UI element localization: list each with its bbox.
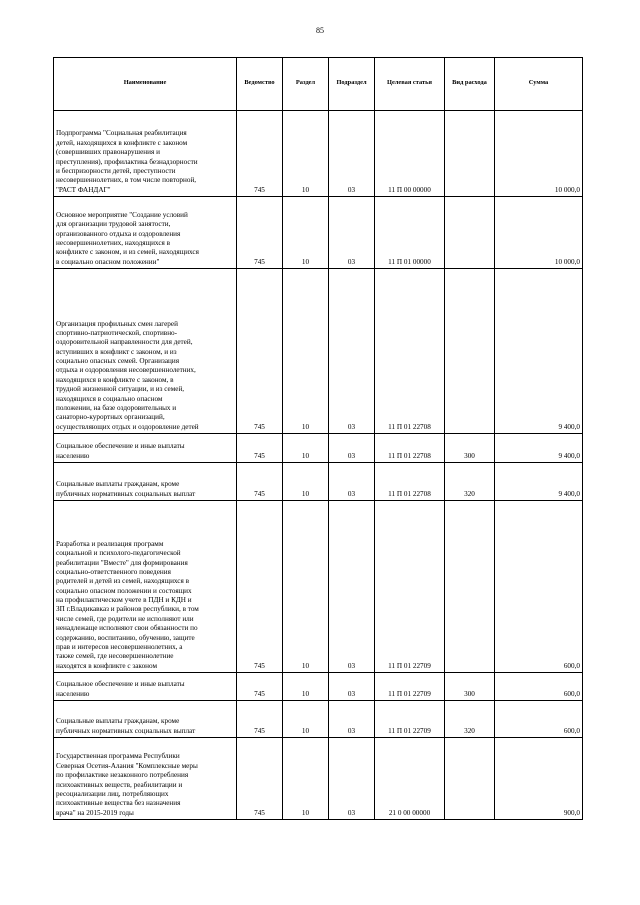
row-sum: 600,0: [495, 701, 583, 738]
row-subsection: 03: [329, 111, 375, 197]
row-target: 11 П 01 22709: [375, 501, 445, 673]
table-row: [54, 111, 583, 197]
table-row: [54, 738, 583, 820]
row-subsection: 03: [329, 434, 375, 463]
header-target: Целевая статья: [375, 58, 445, 111]
table-row: [54, 463, 583, 501]
row-target: 11 П 01 00000: [375, 197, 445, 269]
row-kind: [445, 501, 495, 673]
row-dept: 745: [237, 434, 283, 463]
row-name: Социальное обеспечение и иные выплаты населению: [54, 434, 237, 463]
table-header-row: [54, 58, 583, 111]
row-kind: 320: [445, 701, 495, 738]
row-section: 10: [283, 738, 329, 820]
row-section: 10: [283, 701, 329, 738]
row-subsection: 03: [329, 673, 375, 701]
header-name: Наименование: [54, 58, 237, 111]
row-kind: 300: [445, 673, 495, 701]
row-kind: [445, 738, 495, 820]
row-kind: [445, 269, 495, 434]
row-dept: 745: [237, 701, 283, 738]
row-sum: 900,0: [495, 738, 583, 820]
row-name: Социальные выплаты гражданам, кроме публичных нормативных социальных выплат: [54, 463, 237, 501]
row-section: 10: [283, 501, 329, 673]
row-dept: 745: [237, 501, 283, 673]
row-sum: 600,0: [495, 673, 583, 701]
table-row: [54, 269, 583, 434]
row-name: Основное мероприятие "Создание условий для организации трудовой занятости, организованного отдыха и оздоровления несовершеннолетних, находящихся в конфликте с законом, и из семей, находящихся в социально опасном положении": [54, 197, 237, 269]
row-name: Социальные выплаты гражданам, кроме публичных нормативных социальных выплат: [54, 701, 237, 738]
row-kind: [445, 111, 495, 197]
header-sum: Сумма: [495, 58, 583, 111]
row-dept: 745: [237, 197, 283, 269]
row-sum: 9 400,0: [495, 434, 583, 463]
row-target: 21 0 00 00000: [375, 738, 445, 820]
header-section: Раздел: [283, 58, 329, 111]
row-dept: 745: [237, 269, 283, 434]
header-subsection: Подраздел: [329, 58, 375, 111]
row-section: 10: [283, 434, 329, 463]
row-subsection: 03: [329, 701, 375, 738]
row-sum: 10 000,0: [495, 197, 583, 269]
budget-table: [53, 57, 583, 820]
row-target: 11 П 01 22709: [375, 673, 445, 701]
row-sum: 9 400,0: [495, 269, 583, 434]
row-kind: 300: [445, 434, 495, 463]
row-name: Подпрограмма "Социальная реабилитация детей, находящихся в конфликте с законом (совершивших правонарушения и преступления), профилактика безнадзорности и беспризорности детей, преступности несовершеннолетних, в том числе повторной, "РАСТ ФАНДАГ": [54, 111, 237, 197]
row-subsection: 03: [329, 463, 375, 501]
row-kind: [445, 197, 495, 269]
row-name: Социальное обеспечение и иные выплаты населению: [54, 673, 237, 701]
row-section: 10: [283, 463, 329, 501]
row-subsection: 03: [329, 738, 375, 820]
row-dept: 745: [237, 673, 283, 701]
row-subsection: 03: [329, 269, 375, 434]
row-sum: 10 000,0: [495, 111, 583, 197]
row-section: 10: [283, 111, 329, 197]
row-section: 10: [283, 673, 329, 701]
row-name: Организация профильных смен лагерей спортивно-патриотической, спортивно- оздоровительной направленности для детей, вступивших в конфликт с законом, и из социально опасных семей. Организация отдыха и оздоровления несовершеннолетних, находящихся в конфликте с законом, в трудной жизненной ситуации, и из семей, находящихся в социально опасном положении, на базе оздоровительных и санаторно-курортных организаций, осуществляющих отдых и оздоровление детей: [54, 269, 237, 434]
table-row: [54, 673, 583, 701]
row-target: 11 П 01 22708: [375, 463, 445, 501]
row-sum: 600,0: [495, 501, 583, 673]
row-target: 11 П 01 22709: [375, 701, 445, 738]
row-subsection: 03: [329, 501, 375, 673]
row-name: Разработка и реализация программ социальной и психолого-педагогической реабилитации "Вместе" для формирования социально-ответственного поведения родителей и детей из семей, находящихся в социально опасном положении и состоящих на профилактическом учете в ПДН и КДН и ЗП г.Владикавказ и районов республики, в том числе семей, где родители не исполняют или ненадлежаще исполняют свои обязанности по содержанию, воспитанию, обучению, защите прав и интересов несовершеннолетних, а также семей, где несовершеннолетние находятся в конфликте с законом: [54, 501, 237, 673]
row-dept: 745: [237, 738, 283, 820]
row-target: 11 П 01 22708: [375, 434, 445, 463]
header-dept: Ведомство: [237, 58, 283, 111]
table-row: [54, 197, 583, 269]
row-section: 10: [283, 197, 329, 269]
row-name: Государственная программа Республики Северная Осетия-Алания "Комплексные меры по профилактике незаконного потребления психоактивных веществ, реабилитации и ресоциализации лиц, потребляющих психоактивные вещества без назначения врача" на 2015-2019 годы: [54, 738, 237, 820]
row-target: 11 П 01 22708: [375, 269, 445, 434]
row-kind: 320: [445, 463, 495, 501]
table-row: [54, 434, 583, 463]
table-row: [54, 501, 583, 673]
page-number: 85: [316, 26, 324, 35]
row-target: 11 П 00 00000: [375, 111, 445, 197]
header-kind: Вид расхода: [445, 58, 495, 111]
row-sum: 9 400,0: [495, 463, 583, 501]
row-subsection: 03: [329, 197, 375, 269]
table-row: [54, 701, 583, 738]
row-section: 10: [283, 269, 329, 434]
row-dept: 745: [237, 111, 283, 197]
row-dept: 745: [237, 463, 283, 501]
